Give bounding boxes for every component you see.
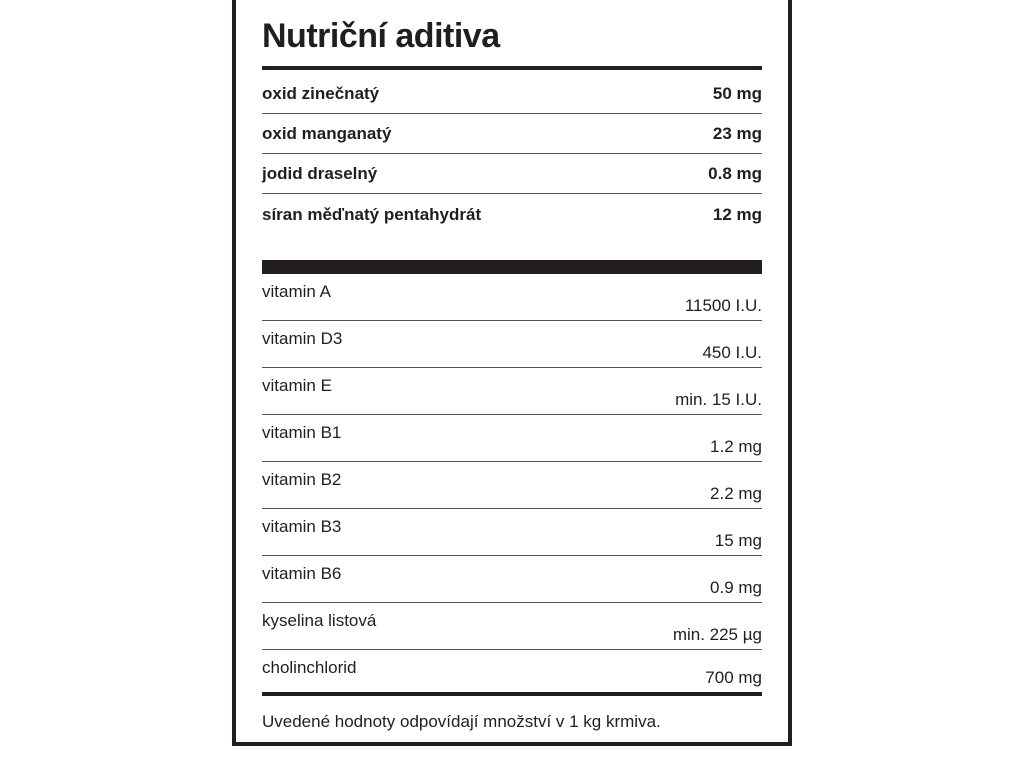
vitamin-row	[262, 462, 762, 509]
vitamin-value: min. 15 I.U.	[675, 390, 762, 409]
vitamin-name: kyselina listová	[262, 611, 377, 630]
mineral-name: oxid zinečnatý	[262, 84, 380, 103]
vitamin-name: vitamin E	[262, 376, 332, 395]
vitamin-name: vitamin B6	[262, 564, 342, 583]
mineral-row	[262, 70, 762, 114]
mineral-value: 12 mg	[712, 205, 762, 224]
vitamin-value: 700 mg	[705, 668, 762, 687]
vitamin-row	[262, 509, 762, 556]
vitamin-row	[262, 368, 762, 415]
mineral-row	[262, 154, 762, 194]
vitamin-value: 450 I.U.	[702, 343, 762, 362]
vitamin-row	[262, 556, 762, 603]
vitamin-name: vitamin B2	[262, 470, 342, 489]
mineral-row	[262, 194, 762, 234]
vitamins-list	[262, 274, 762, 692]
mineral-value: 0.8 mg	[708, 164, 762, 183]
vitamin-name: vitamin B1	[262, 423, 342, 442]
mineral-name: síran měďnatý pentahydrát	[262, 205, 482, 224]
vitamin-name: vitamin D3	[262, 329, 343, 348]
mineral-row	[262, 114, 762, 154]
vitamin-value: 0.9 mg	[710, 578, 762, 597]
vitamin-value: 2.2 mg	[710, 484, 762, 503]
vitamin-row	[262, 274, 762, 321]
vitamin-row	[262, 415, 762, 462]
footer-note: Uvedené hodnoty odpovídají množství v 1 kg krmiva.	[262, 712, 661, 731]
label-title: Nutriční aditiva	[262, 17, 500, 55]
vitamin-name: vitamin A	[262, 282, 331, 301]
vitamin-name: cholinchlorid	[262, 658, 357, 677]
vitamin-value: min. 225 µg	[672, 625, 762, 644]
vitamin-row	[262, 650, 762, 692]
vitamin-value: 15 mg	[714, 531, 762, 550]
vitamin-value: 11500 I.U.	[684, 296, 762, 315]
vitamin-value: 1.2 mg	[710, 437, 762, 456]
mineral-value: 50 mg	[712, 84, 762, 103]
mineral-value: 23 mg	[712, 124, 762, 143]
minerals-list	[262, 70, 762, 234]
vitamin-name: vitamin B3	[262, 517, 342, 536]
section-divider	[262, 260, 762, 274]
mineral-name: oxid manganatý	[262, 124, 392, 143]
vitamin-row	[262, 321, 762, 368]
vitamin-row	[262, 603, 762, 650]
nutrition-label-panel	[232, 0, 792, 746]
mineral-name: jodid draselný	[262, 164, 378, 183]
